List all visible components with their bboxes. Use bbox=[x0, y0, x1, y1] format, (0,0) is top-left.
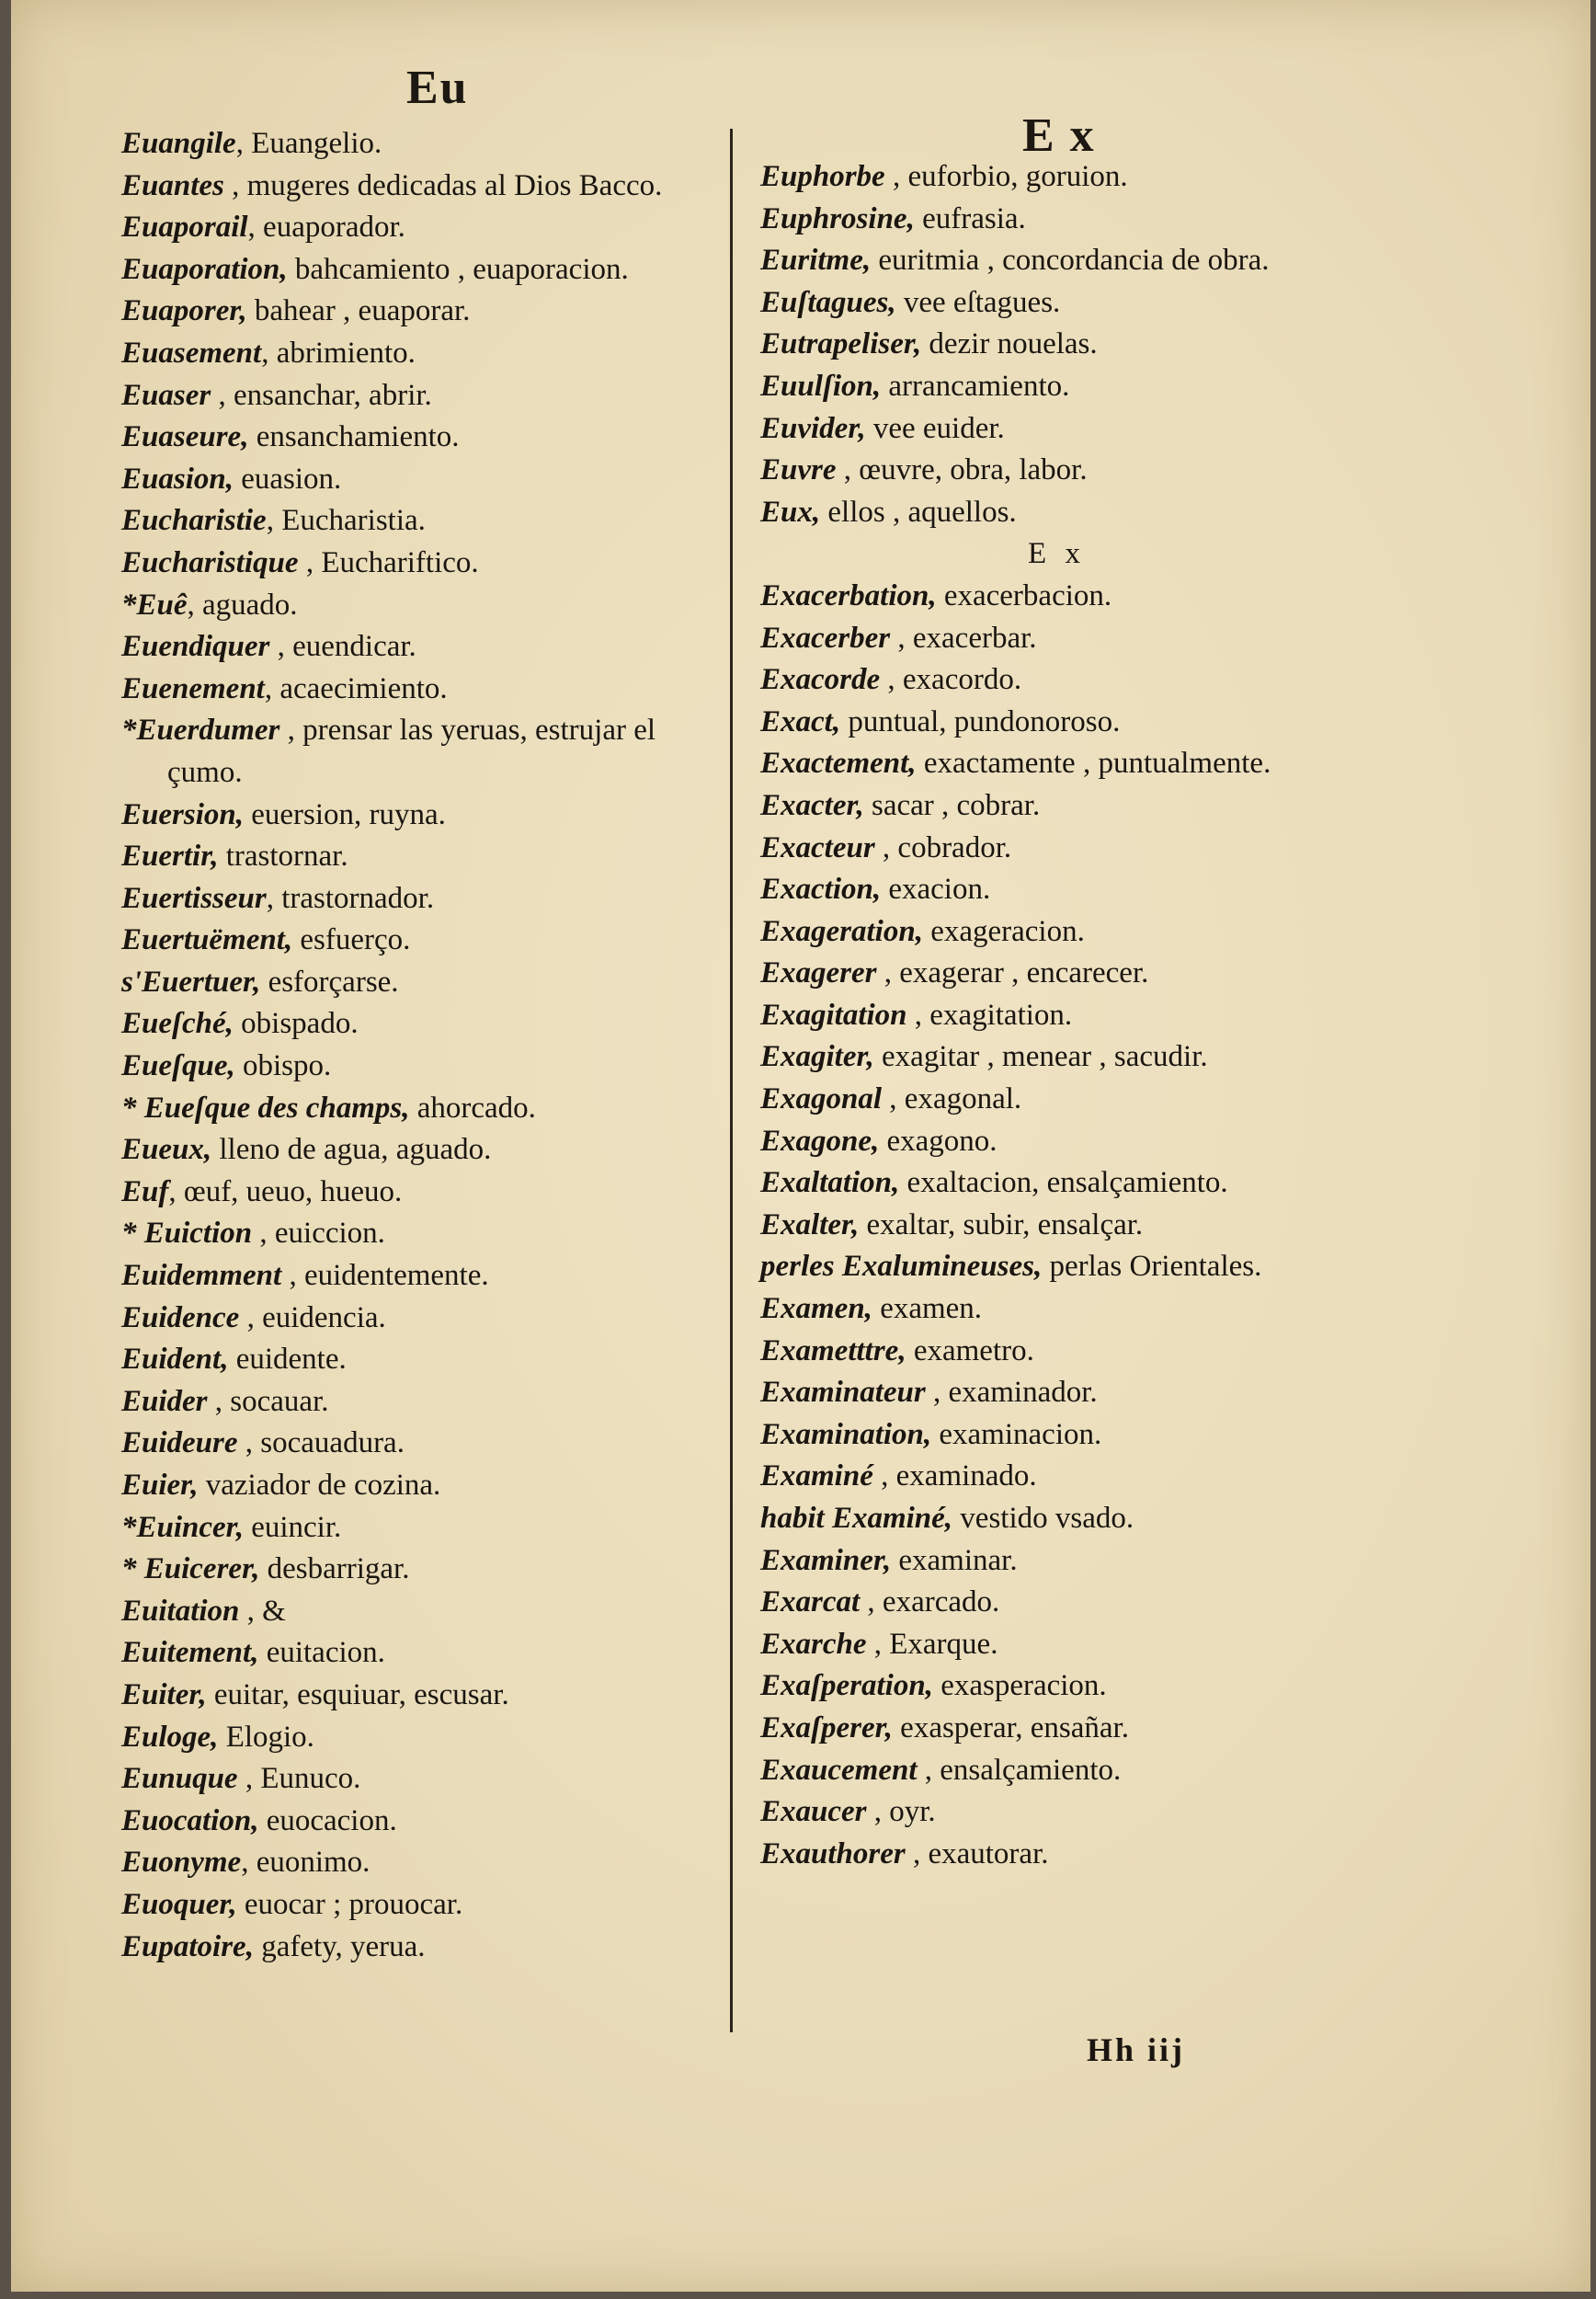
entry-translation: , & bbox=[239, 1594, 286, 1628]
dictionary-entry bbox=[760, 156, 1353, 199]
dictionary-entry bbox=[760, 1624, 1353, 1666]
entry-translation: exacerbacion. bbox=[936, 578, 1112, 612]
dictionary-entry bbox=[760, 1708, 1353, 1750]
entry-headword: Exalter, bbox=[760, 1207, 860, 1241]
dictionary-entry bbox=[121, 1758, 737, 1801]
signature-mark: Hh iij bbox=[1087, 2031, 1186, 2068]
entry-translation: examinar. bbox=[891, 1543, 1018, 1577]
dictionary-entry bbox=[760, 199, 1353, 241]
entry-translation: , abrimiento. bbox=[261, 336, 416, 370]
entry-translation: euitacion. bbox=[258, 1636, 385, 1670]
entry-translation: euasion. bbox=[233, 462, 342, 496]
entry-translation: , Euangelio. bbox=[235, 127, 382, 160]
entry-translation: euocacion. bbox=[258, 1803, 397, 1837]
dictionary-entry bbox=[121, 333, 737, 375]
entry-headword: Euideure bbox=[121, 1426, 238, 1460]
entry-translation: euincir. bbox=[243, 1510, 342, 1544]
entry-translation: exasperar, ensañar. bbox=[892, 1710, 1129, 1744]
entry-translation: , exacordo. bbox=[880, 663, 1022, 697]
entry-translation: ensanchamiento. bbox=[248, 420, 460, 454]
dictionary-entry bbox=[121, 1507, 737, 1550]
entry-translation: euritmia , concordancia de obra. bbox=[871, 244, 1270, 278]
dictionary-entry bbox=[760, 1791, 1353, 1834]
entry-translation: vee euider. bbox=[865, 411, 1005, 445]
entry-headword: Exauthorer bbox=[760, 1836, 906, 1870]
entry-headword: Euasement bbox=[121, 336, 262, 370]
entry-headword: Exaucer bbox=[760, 1795, 867, 1829]
dictionary-entry bbox=[121, 1423, 737, 1465]
entry-headword: Euonyme bbox=[121, 1846, 242, 1880]
dictionary-entry bbox=[760, 492, 1353, 534]
entry-headword: habit Examiné, bbox=[760, 1502, 953, 1535]
entry-translation: , Eunuco. bbox=[237, 1762, 361, 1796]
dictionary-entry bbox=[121, 1213, 737, 1255]
entry-headword: Exaltation, bbox=[760, 1166, 900, 1200]
dictionary-entry bbox=[121, 878, 737, 921]
entry-headword: Euoquer, bbox=[121, 1887, 237, 1921]
entry-translation: , exagerar , encarecer. bbox=[876, 956, 1149, 990]
entry-headword: * Euiction bbox=[121, 1217, 253, 1251]
entry-headword: Euider bbox=[121, 1384, 208, 1418]
dictionary-entry bbox=[121, 1465, 737, 1507]
entry-translation: , Eucharistia. bbox=[266, 504, 426, 538]
dictionary-entry bbox=[121, 1591, 737, 1633]
entry-translation: , prensar las yeruas, estrujar el çumo. bbox=[167, 714, 656, 789]
dictionary-entry bbox=[760, 1372, 1353, 1414]
dictionary-entry bbox=[121, 417, 737, 459]
entry-translation: , Euchariftico. bbox=[298, 545, 479, 579]
entry-headword: Euf bbox=[121, 1174, 169, 1208]
dictionary-entry bbox=[121, 585, 737, 627]
entry-translation: , exacerbar. bbox=[890, 621, 1037, 655]
entry-translation: ahorcado. bbox=[409, 1091, 536, 1125]
entry-translation: , trastornador. bbox=[266, 881, 435, 915]
entry-headword: Eucharistie bbox=[121, 504, 267, 538]
entry-translation: , ensalçamiento. bbox=[917, 1753, 1122, 1787]
entry-headword: Exacter, bbox=[760, 788, 864, 822]
dictionary-entry bbox=[121, 1046, 737, 1088]
dictionary-entry bbox=[760, 869, 1353, 911]
entry-headword: Euphorbe bbox=[760, 160, 885, 193]
dictionary-entry bbox=[121, 962, 737, 1004]
entry-translation: , œuvre, obra, labor. bbox=[836, 453, 1088, 487]
dictionary-entry bbox=[121, 795, 737, 837]
entry-headword: Euocation, bbox=[121, 1803, 259, 1837]
entry-translation: , exagitation. bbox=[906, 998, 1073, 1032]
entry-headword: Euertisseur bbox=[121, 881, 267, 915]
dictionary-entry bbox=[760, 1834, 1353, 1876]
entry-headword: Eueux, bbox=[121, 1133, 212, 1167]
entry-translation: , cobrador. bbox=[874, 830, 1012, 864]
dictionary-entry bbox=[121, 1927, 737, 1969]
entry-headword: Exaſperer, bbox=[760, 1710, 893, 1744]
entry-translation: , euidencia. bbox=[239, 1300, 386, 1334]
dictionary-entry bbox=[760, 911, 1353, 954]
entry-headword: Exacerbation, bbox=[760, 578, 937, 612]
entry-headword: Euantes bbox=[121, 168, 224, 202]
entry-headword: s'Euertuer, bbox=[121, 965, 261, 999]
entry-headword: Exagone, bbox=[760, 1124, 880, 1158]
dictionary-entry bbox=[760, 1414, 1353, 1457]
entry-headword: Eutrapeliser, bbox=[760, 327, 922, 361]
dictionary-entry bbox=[121, 1632, 737, 1675]
entry-headword: Examinateur bbox=[760, 1376, 926, 1410]
entry-headword: Euſtagues, bbox=[760, 285, 896, 319]
dictionary-entry bbox=[121, 459, 737, 501]
entry-headword: Euvre bbox=[760, 453, 837, 487]
dictionary-entry bbox=[121, 375, 737, 417]
dictionary-entry bbox=[760, 953, 1353, 995]
entry-translation: examinacion. bbox=[931, 1417, 1102, 1451]
entry-translation: esforçarse. bbox=[260, 965, 399, 999]
entry-translation: esfuerço. bbox=[292, 923, 411, 957]
entry-translation: exaltacion, ensalçamiento. bbox=[899, 1166, 1228, 1200]
entry-translation: ellos , aquellos. bbox=[820, 495, 1017, 529]
dictionary-entry bbox=[760, 1456, 1353, 1498]
dictionary-entry bbox=[121, 1129, 737, 1172]
entry-translation: , euendicar. bbox=[269, 630, 416, 664]
page bbox=[11, 0, 1590, 2292]
entry-translation: , mugeres dedicadas al Dios Bacco. bbox=[223, 168, 663, 202]
entry-headword: Euident, bbox=[121, 1343, 229, 1377]
entry-headword: Euaseure, bbox=[121, 420, 249, 454]
entry-translation: exasperacion. bbox=[932, 1669, 1107, 1703]
entry-headword: Euier, bbox=[121, 1469, 199, 1502]
dictionary-entry bbox=[121, 1801, 737, 1843]
dictionary-entry bbox=[760, 576, 1353, 618]
dictionary-entry bbox=[121, 1339, 737, 1381]
dictionary-entry bbox=[760, 1750, 1353, 1792]
dictionary-entry bbox=[760, 1205, 1353, 1247]
entry-translation: exageracion. bbox=[922, 914, 1085, 948]
entry-translation: eufrasia. bbox=[914, 201, 1026, 235]
dictionary-entry bbox=[121, 920, 737, 962]
entry-headword: Euertir, bbox=[121, 840, 219, 874]
entry-headword: Euloge, bbox=[121, 1720, 219, 1754]
entry-translation: , exagonal. bbox=[882, 1082, 1022, 1116]
entry-translation: exagono. bbox=[879, 1124, 998, 1158]
entry-translation: , ensanchar, abrir. bbox=[211, 378, 432, 412]
dictionary-entry bbox=[121, 543, 737, 585]
entry-headword: Exageration, bbox=[760, 914, 923, 948]
entry-headword: Exacerber bbox=[760, 621, 891, 655]
entry-translation: , euiccion. bbox=[252, 1217, 385, 1251]
dictionary-entry bbox=[760, 366, 1353, 408]
entry-headword: Examiner, bbox=[760, 1543, 892, 1577]
dictionary-entry bbox=[760, 1079, 1353, 1121]
dictionary-entry bbox=[121, 166, 737, 208]
left-column-heading: Eu bbox=[406, 62, 469, 114]
entry-translation: bahear , euaporar. bbox=[246, 294, 471, 328]
entry-translation: , euonimo. bbox=[241, 1846, 370, 1880]
entry-headword: Euidemment bbox=[121, 1259, 282, 1293]
entry-headword: Eueſque, bbox=[121, 1049, 235, 1083]
entry-headword: Exacorde bbox=[760, 663, 881, 697]
right-column-heading: E x bbox=[1022, 109, 1096, 162]
dictionary-entry bbox=[760, 995, 1353, 1037]
entry-headword: Euendiquer bbox=[121, 630, 270, 664]
entry-headword: Exarche bbox=[760, 1627, 867, 1661]
entry-translation: dezir nouelas. bbox=[921, 327, 1098, 361]
dictionary-entry bbox=[760, 1540, 1353, 1583]
entry-headword: Exagonal bbox=[760, 1082, 883, 1116]
entry-headword: Exaction, bbox=[760, 873, 882, 907]
entry-translation: , examinador. bbox=[925, 1376, 1098, 1410]
entry-headword: Examiné bbox=[760, 1459, 873, 1493]
dictionary-entry bbox=[760, 743, 1353, 785]
entry-translation: , exarcado. bbox=[860, 1585, 1000, 1619]
entry-translation: obispo. bbox=[234, 1049, 332, 1083]
left-entries bbox=[121, 123, 737, 1968]
dictionary-entry bbox=[760, 1582, 1353, 1624]
dictionary-entry bbox=[121, 836, 737, 878]
entry-translation: , examinado. bbox=[872, 1459, 1037, 1493]
entry-headword: Euenement bbox=[121, 671, 265, 705]
entry-headword: Euvider, bbox=[760, 411, 866, 445]
dictionary-entry bbox=[121, 1675, 737, 1717]
entry-translation: euitar, esquiuar, escusar. bbox=[206, 1677, 509, 1711]
dictionary-entry bbox=[121, 1298, 737, 1340]
entry-headword: * Eueſque des champs, bbox=[121, 1091, 410, 1125]
entry-headword: Exagerer bbox=[760, 956, 877, 990]
entry-headword: Euritme, bbox=[760, 244, 872, 278]
dictionary-entry bbox=[121, 1003, 737, 1046]
dictionary-entry bbox=[760, 828, 1353, 870]
entry-headword: Exaſperation, bbox=[760, 1669, 933, 1703]
dictionary-entry bbox=[121, 1717, 737, 1759]
dictionary-entry bbox=[121, 291, 737, 333]
dictionary-entry bbox=[760, 659, 1353, 702]
entry-translation: obispado. bbox=[233, 1007, 359, 1041]
dictionary-entry bbox=[760, 785, 1353, 828]
dictionary-entry bbox=[760, 1331, 1353, 1373]
entry-translation: , socauar. bbox=[207, 1384, 329, 1418]
entry-headword: Euaporer, bbox=[121, 294, 247, 328]
dictionary-entry bbox=[760, 1246, 1353, 1288]
entry-translation: exagitar , menear , sacudir. bbox=[873, 1040, 1208, 1074]
entry-headword: Examination, bbox=[760, 1417, 932, 1451]
entry-translation: , oyr. bbox=[866, 1795, 936, 1829]
entry-headword: Exactement, bbox=[760, 747, 917, 781]
dictionary-entry bbox=[760, 282, 1353, 325]
entry-translation: bahcamiento , euaporacion. bbox=[287, 252, 629, 286]
entry-headword: * Euicerer, bbox=[121, 1552, 260, 1586]
dictionary-entry bbox=[121, 500, 737, 543]
entry-headword: Euertuëment, bbox=[121, 923, 293, 957]
dictionary-entry bbox=[121, 626, 737, 669]
dictionary-entry bbox=[760, 240, 1353, 282]
entry-headword: Examen, bbox=[760, 1292, 872, 1326]
entry-translation: , Exarque. bbox=[866, 1627, 998, 1661]
entry-headword: Exact, bbox=[760, 704, 841, 738]
right-entries bbox=[760, 156, 1353, 1875]
dictionary-entry bbox=[121, 1172, 737, 1214]
entry-headword: Euphrosine, bbox=[760, 201, 915, 235]
entry-translation: trastornar. bbox=[218, 840, 348, 874]
entry-translation: exacion. bbox=[881, 873, 991, 907]
entry-translation: puntual, pundonoroso. bbox=[840, 704, 1121, 738]
dictionary-entry bbox=[121, 669, 737, 711]
dictionary-entry bbox=[121, 1842, 737, 1884]
entry-headword: Exaucement bbox=[760, 1753, 918, 1787]
entry-translation: examen. bbox=[872, 1292, 983, 1326]
entry-translation: , exautorar. bbox=[905, 1836, 1049, 1870]
entry-translation: , euaporador. bbox=[247, 211, 405, 245]
dictionary-entry bbox=[121, 1381, 737, 1424]
dictionary-entry bbox=[760, 618, 1353, 660]
entry-headword: Exarcat bbox=[760, 1585, 861, 1619]
entry-translation: exametro. bbox=[906, 1333, 1034, 1367]
entry-translation: , aguado. bbox=[187, 588, 298, 622]
dictionary-entry bbox=[121, 710, 737, 794]
entry-translation: exactamente , puntualmente. bbox=[916, 747, 1271, 781]
entry-headword: *Euê bbox=[121, 588, 188, 622]
entry-translation: , acaecimiento. bbox=[264, 671, 448, 705]
dictionary-entry bbox=[760, 450, 1353, 492]
entry-translation: vee eſtagues. bbox=[895, 285, 1061, 319]
section-subheading: E x bbox=[1028, 537, 1086, 571]
entry-headword: Eunuque bbox=[121, 1762, 238, 1796]
dictionary-entry bbox=[121, 1088, 737, 1130]
entry-headword: Exametttre, bbox=[760, 1333, 906, 1367]
dictionary-entry bbox=[760, 1162, 1353, 1205]
entry-headword: Euasion, bbox=[121, 462, 234, 496]
entry-translation: vestido vsado. bbox=[952, 1502, 1134, 1535]
entry-translation: lleno de agua, aguado. bbox=[211, 1133, 492, 1167]
dictionary-entry bbox=[121, 1884, 737, 1927]
entry-translation: euidente. bbox=[228, 1343, 347, 1377]
dictionary-entry bbox=[760, 1121, 1353, 1163]
dictionary-entry bbox=[760, 1498, 1353, 1540]
dictionary-entry bbox=[121, 123, 737, 166]
entry-translation: arrancamiento. bbox=[881, 369, 1070, 403]
entry-translation: , euidentemente. bbox=[281, 1259, 489, 1293]
entry-headword: Euiter, bbox=[121, 1677, 207, 1711]
entry-headword: Euitation bbox=[121, 1594, 240, 1628]
entry-headword: Exagiter, bbox=[760, 1040, 874, 1074]
entry-translation: , œuf, ueuo, hueuo. bbox=[168, 1174, 403, 1208]
entry-translation: , socauadura. bbox=[237, 1426, 405, 1460]
dictionary-entry bbox=[760, 1036, 1353, 1079]
entry-headword: Exacteur bbox=[760, 830, 875, 864]
dictionary-entry bbox=[760, 324, 1353, 366]
entry-translation: vaziador de cozina. bbox=[198, 1469, 441, 1502]
dictionary-entry bbox=[760, 408, 1353, 451]
entry-headword: Euitement, bbox=[121, 1636, 259, 1670]
dictionary-entry bbox=[760, 702, 1353, 744]
entry-headword: Euulſion, bbox=[760, 369, 882, 403]
entry-headword: Eupatoire, bbox=[121, 1929, 254, 1963]
entry-translation: Elogio. bbox=[218, 1720, 314, 1754]
entry-headword: Eucharistique bbox=[121, 545, 299, 579]
dictionary-entry bbox=[121, 249, 737, 292]
entry-headword: Euidence bbox=[121, 1300, 240, 1334]
entry-translation: euocar ; prouocar. bbox=[236, 1887, 463, 1921]
entry-headword: Euaser bbox=[121, 378, 211, 412]
entry-translation: exaltar, subir, ensalçar. bbox=[859, 1207, 1144, 1241]
entry-translation: desbarrigar. bbox=[259, 1552, 410, 1586]
dictionary-entry bbox=[121, 207, 737, 249]
entry-translation: sacar , cobrar. bbox=[863, 788, 1041, 822]
entry-headword: perles Exalumineuses, bbox=[760, 1250, 1043, 1284]
entry-headword: Euersion, bbox=[121, 797, 244, 831]
entry-headword: Eux, bbox=[760, 495, 821, 529]
entry-headword: *Euincer, bbox=[121, 1510, 244, 1544]
dictionary-entry bbox=[121, 1255, 737, 1298]
entry-headword: Euangile bbox=[121, 127, 236, 160]
entry-translation: euersion, ruyna. bbox=[243, 797, 446, 831]
entry-headword: Exagitation bbox=[760, 998, 907, 1032]
entry-headword: Euaporation, bbox=[121, 252, 288, 286]
entry-headword: *Euerdumer bbox=[121, 714, 280, 748]
dictionary-entry bbox=[760, 1665, 1353, 1708]
entry-translation: gafety, yerua. bbox=[253, 1929, 426, 1963]
dictionary-entry bbox=[121, 1549, 737, 1591]
entry-headword: Euaporail bbox=[121, 211, 248, 245]
entry-translation: perlas Orientales. bbox=[1042, 1250, 1262, 1284]
entry-headword: Eueſché, bbox=[121, 1007, 234, 1041]
dictionary-entry bbox=[760, 1288, 1353, 1331]
entry-translation: , euforbio, goruion. bbox=[884, 160, 1128, 193]
